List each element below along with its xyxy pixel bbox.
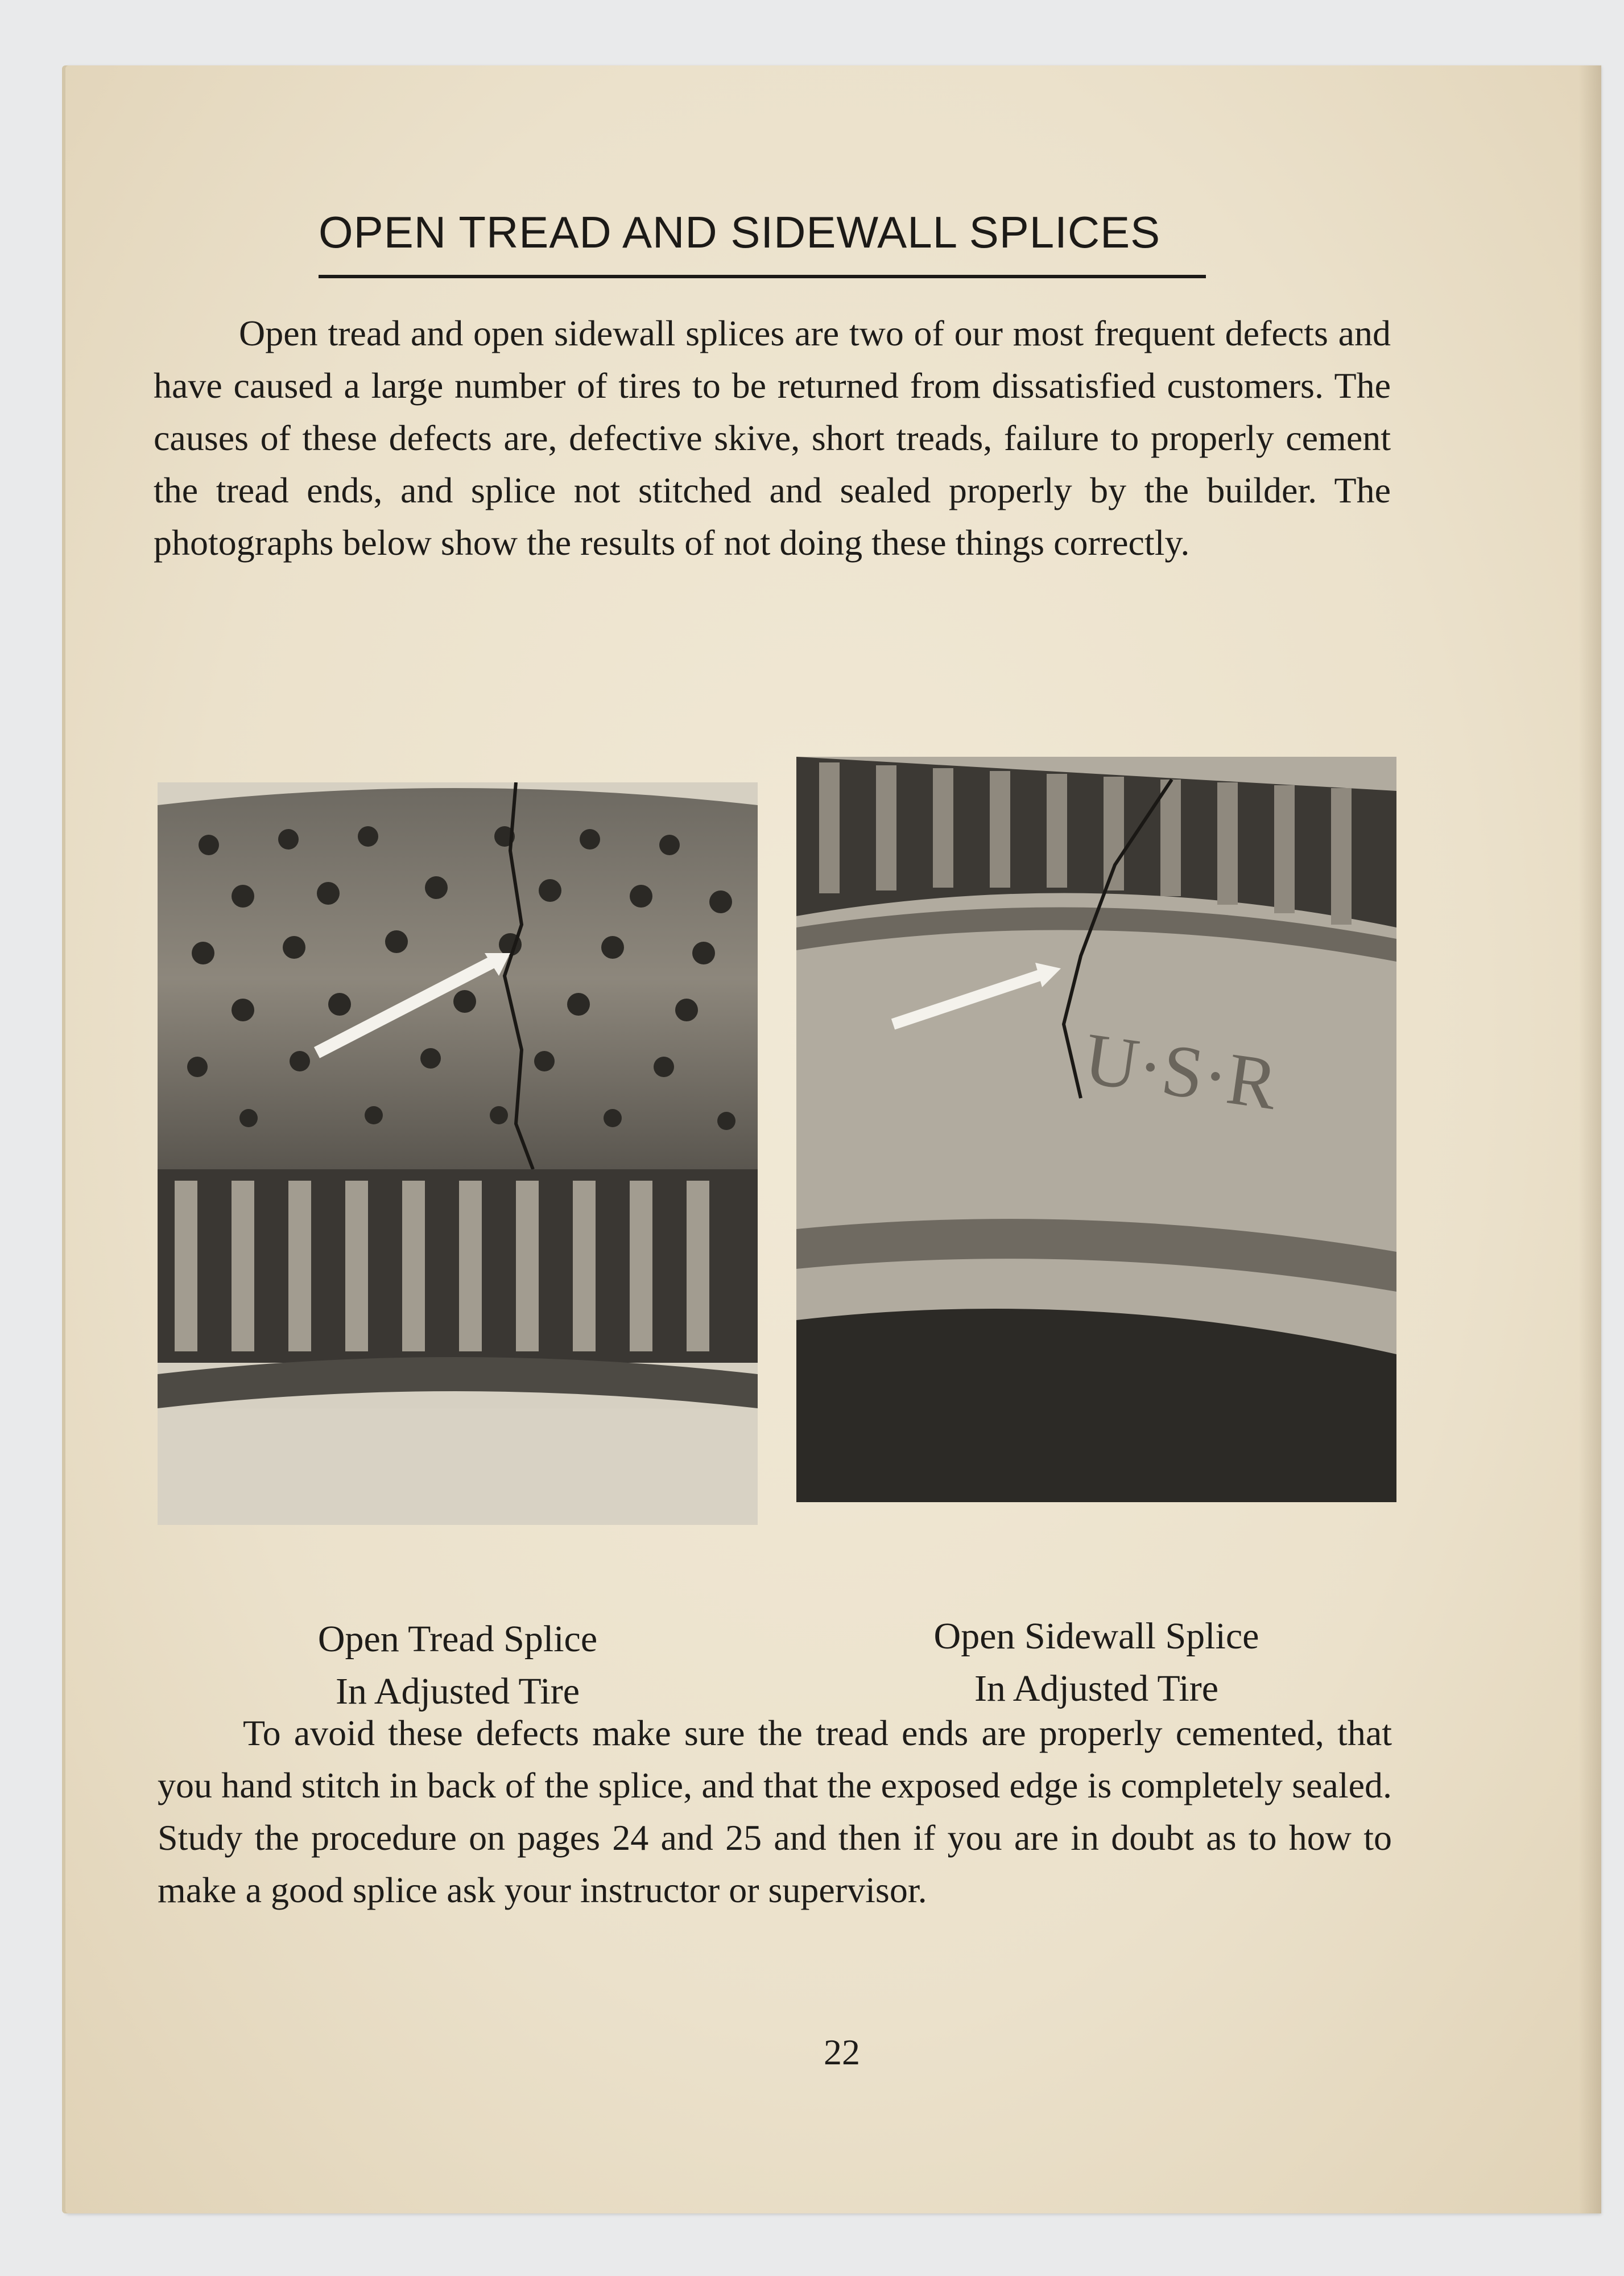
open-sidewall-splice-caption [796, 1610, 1396, 1715]
caption-line: In Adjusted Tire [974, 1668, 1219, 1709]
caption-line: In Adjusted Tire [335, 1671, 580, 1712]
page-number: 22 [824, 2032, 860, 2072]
open-tread-splice-caption [158, 1613, 758, 1718]
caption-line: Open Tread Splice [317, 1618, 598, 1660]
open-tread-splice-photo [158, 782, 758, 1525]
page-title: OPEN TREAD AND SIDEWALL SPLICES [319, 207, 1161, 257]
open-sidewall-splice-photo [796, 757, 1396, 1502]
sidewall-lettering: U·S·R [1079, 1017, 1283, 1126]
intro-paragraph: Open tread and open sidewall splices are two of our most frequent defects and have caused a large number of tires to be returned from dissatisfied customers. The causes of these defects are, defective skive, short treads, failure to properly cement the tread ends, and splice not stitched and sealed properly by the builder. The photographs below show the results of not doing these things correctly. [154, 313, 1391, 563]
caption-line: Open Sidewall Splice [933, 1615, 1259, 1657]
page-edge-shadow [1578, 65, 1601, 2213]
title-underline [319, 275, 1206, 278]
closing-paragraph: To avoid these defects make sure the tread ends are properly cemented, that you hand stitch in back of the splice, and that the exposed edge is completely sealed. Study the procedure on pages 24 and 25 and then if you are in doubt as to how to make a good splice ask your instructor or supervisor. [158, 1713, 1392, 1910]
